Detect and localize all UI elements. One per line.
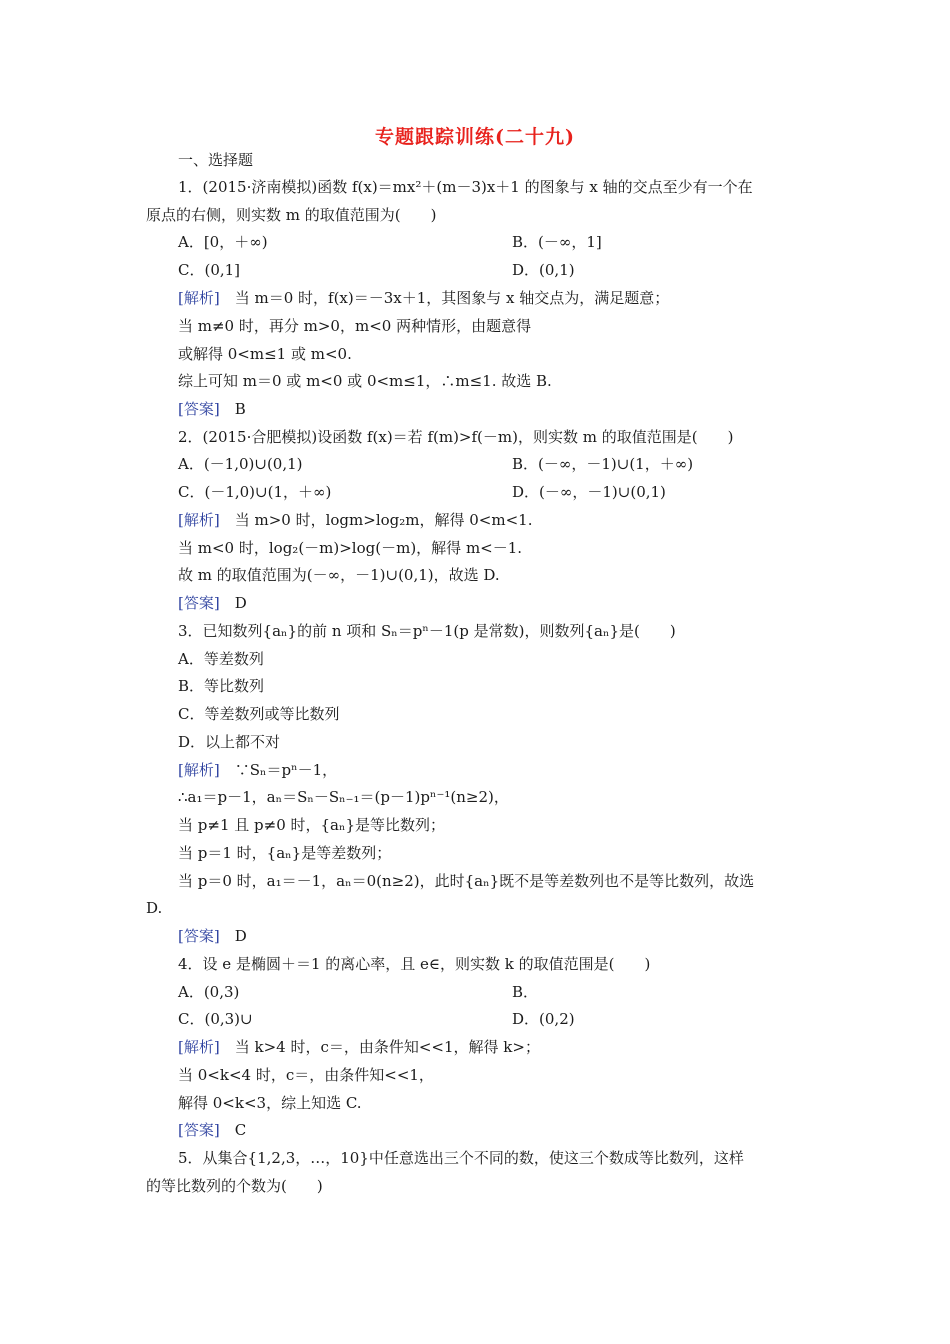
page-title: 专题跟踪训练(二十九) bbox=[375, 126, 575, 148]
q4-option-b: B． bbox=[512, 983, 539, 1001]
q1-analysis-line1: [解析] 当 m＝0 时，f(x)＝－3x＋1，其图象与 x 轴交点为，满足题意； bbox=[178, 289, 670, 307]
q2-analysis-line2: 当 m<0 时，log₂(－m)>log(－m)，解得 m<－1. bbox=[178, 539, 523, 557]
q1-option-b: B．(－∞，1] bbox=[512, 233, 602, 251]
q3-answer: [答案] D bbox=[178, 927, 247, 945]
q5-stem-line1: 5．从集合{1,2,3，…，10}中任意选出三个不同的数，使这三个数成等比数列，这样 bbox=[178, 1149, 744, 1167]
q3-analysis-line4: 当 p＝1 时，{aₙ}是等差数列； bbox=[178, 844, 392, 862]
answer-tag: [答案] bbox=[178, 1121, 220, 1139]
q1-answer: [答案] B bbox=[178, 400, 246, 418]
q2-analysis-line1: [解析] 当 m>0 时，logm>log₂m，解得 0<m<1. bbox=[178, 511, 533, 529]
q1-analysis-line2: 当 m≠0 时，再分 m>0，m<0 两种情形，由题意得 bbox=[178, 317, 532, 335]
q1-analysis-line4: 综上可知 m＝0 或 m<0 或 0<m≤1，∴m≤1. 故选 B. bbox=[178, 372, 552, 390]
analysis-tag: [解析] bbox=[178, 289, 220, 307]
q4-analysis-line1: [解析] 当 k>4 时，c＝，由条件知<<1，解得 k>； bbox=[178, 1038, 540, 1056]
q2-option-b: B．(－∞，－1)∪(1，＋∞) bbox=[512, 455, 694, 473]
q4-analysis-line3: 解得 0<k<3，综上知选 C. bbox=[178, 1094, 362, 1112]
q2-stem: 2．(2015·合肥模拟)设函数 f(x)＝若 f(m)>f(－m)，则实数 m 的取值范围是( ) bbox=[178, 428, 734, 446]
analysis-tag: [解析] bbox=[178, 761, 220, 779]
q4-option-a: A．(0,3) bbox=[178, 983, 240, 1001]
analysis-tag: [解析] bbox=[178, 511, 220, 529]
q3-analysis-line6: D. bbox=[146, 899, 163, 917]
q2-analysis-line3: 故 m 的取值范围为(－∞，－1)∪(0,1)，故选 D. bbox=[178, 566, 500, 584]
q4-stem: 4．设 e 是椭圆＋＝1 的离心率，且 e∈，则实数 k 的取值范围是( ) bbox=[178, 955, 651, 973]
q2-answer: [答案] D bbox=[178, 594, 247, 612]
q3-stem: 3．已知数列{aₙ}的前 n 项和 Sₙ＝pⁿ－1(p 是常数)，则数列{aₙ}是( ) bbox=[178, 622, 676, 640]
q5-stem-line2: 的等比数列的个数为( ) bbox=[146, 1177, 323, 1195]
q3-analysis-line2: ∴a₁＝p－1，aₙ＝Sₙ－Sₙ₋₁＝(p－1)pⁿ⁻¹(n≥2)， bbox=[178, 788, 509, 806]
answer-tag: [答案] bbox=[178, 927, 220, 945]
q2-option-d: D．(－∞，－1)∪(0,1) bbox=[512, 483, 666, 501]
q1-option-d: D．(0,1) bbox=[512, 261, 575, 279]
answer-tag: [答案] bbox=[178, 400, 220, 418]
analysis-tag: [解析] bbox=[178, 1038, 220, 1056]
q4-answer: [答案] C bbox=[178, 1121, 247, 1139]
q1-analysis-line3: 或解得 0<m≤1 或 m<0. bbox=[178, 345, 352, 363]
q4-option-d: D．(0,2) bbox=[512, 1010, 575, 1028]
q3-option-a: A．等差数列 bbox=[178, 650, 264, 668]
q2-option-a: A．(－1,0)∪(0,1) bbox=[178, 455, 303, 473]
section-heading: 一、选择题 bbox=[178, 151, 254, 169]
q2-option-c: C．(－1,0)∪(1，＋∞) bbox=[178, 483, 332, 501]
q4-option-c: C．(0,3)∪ bbox=[178, 1010, 253, 1028]
q1-option-c: C．(0,1] bbox=[178, 261, 241, 279]
q1-stem-line2: 原点的右侧，则实数 m 的取值范围为( ) bbox=[146, 206, 437, 224]
q3-option-c: C．等差数列或等比数列 bbox=[178, 705, 340, 723]
q1-option-a: A．[0，＋∞) bbox=[178, 233, 268, 251]
q3-option-b: B．等比数列 bbox=[178, 677, 265, 695]
q3-option-d: D．以上都不对 bbox=[178, 733, 281, 751]
q3-analysis-line5: 当 p＝0 时，a₁＝－1，aₙ＝0(n≥2)，此时{aₙ}既不是等差数列也不是等比数列，故选 bbox=[178, 872, 755, 890]
q3-analysis-line3: 当 p≠1 且 p≠0 时，{aₙ}是等比数列； bbox=[178, 816, 446, 834]
q1-stem-line1: 1．(2015·济南模拟)函数 f(x)＝mx²＋(m－3)x＋1 的图象与 x 轴的交点至少有一个在 bbox=[178, 178, 753, 196]
answer-tag: [答案] bbox=[178, 594, 220, 612]
q4-analysis-line2: 当 0<k<4 时，c＝，由条件知<<1， bbox=[178, 1066, 434, 1084]
q3-analysis-line1: [解析] ∵Sₙ＝pⁿ－1， bbox=[178, 761, 338, 779]
